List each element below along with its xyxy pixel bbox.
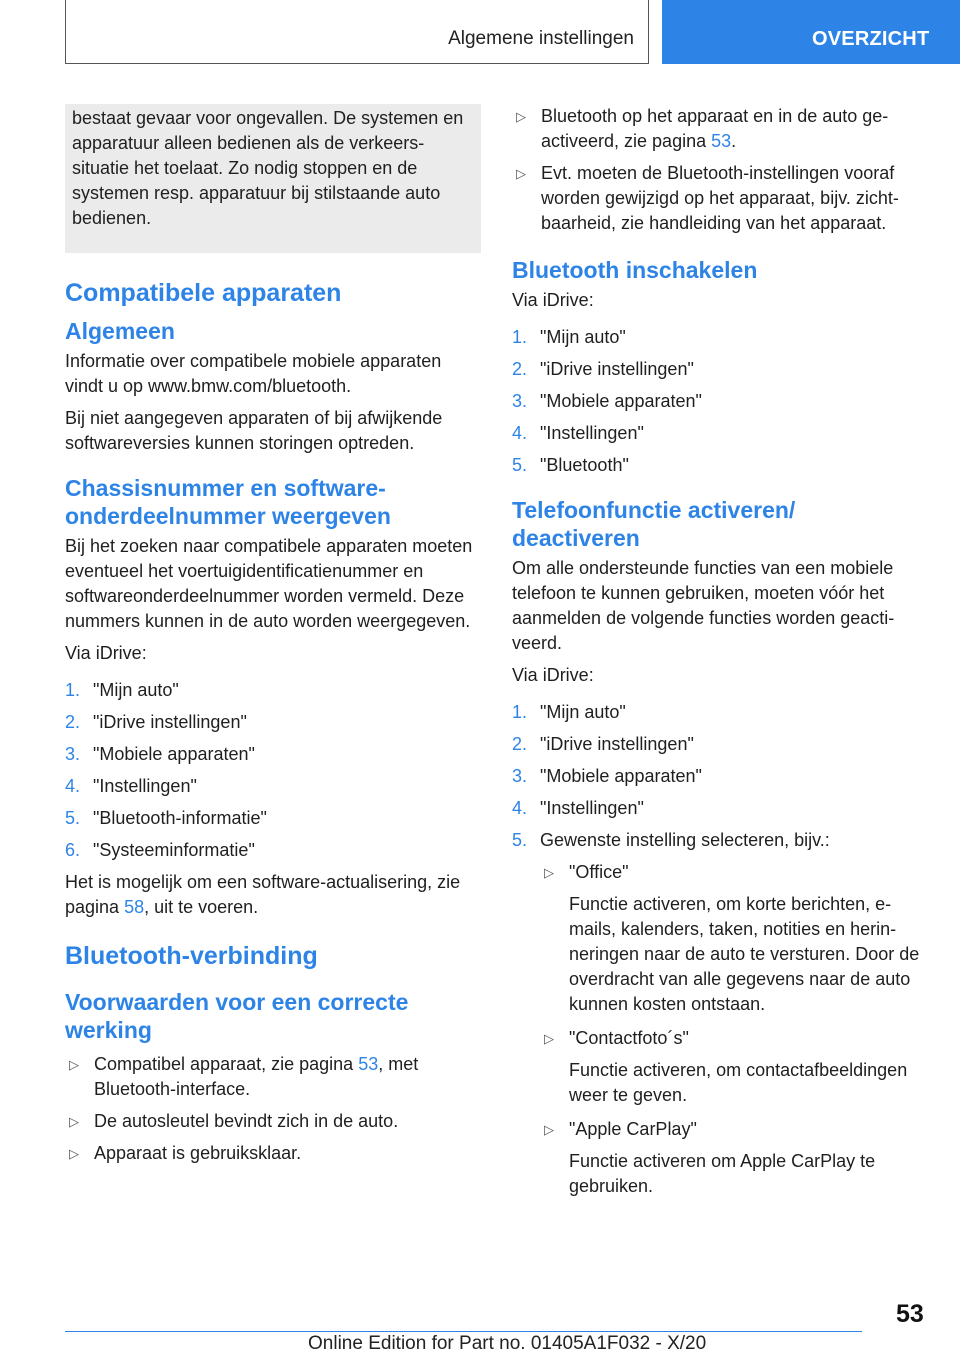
via-idrive-label: Via iDrive: <box>65 643 147 663</box>
page-link-53[interactable]: 53 <box>711 131 732 151</box>
list-item <box>540 1117 922 1199</box>
step-text: "Mijn auto" <box>540 702 626 722</box>
steps-list-phone <box>512 700 922 1199</box>
paragraph-phone: Om alle ondersteunde functies van een mobiele telefoon te kunnen gebruiken, moeten vóór het aanmelden de volgende functies worden geactiveerd. <box>512 558 895 653</box>
step-text: "Mobiele apparaten" <box>540 766 702 786</box>
step-number: 1. <box>512 327 528 347</box>
list-item <box>65 742 481 767</box>
list-item <box>512 828 922 1199</box>
triangle-bullet-icon: ▷ <box>516 166 526 181</box>
triangle-bullet-icon: ▷ <box>516 109 526 124</box>
triangle-bullet-icon: ▷ <box>544 865 554 880</box>
step-number: 1. <box>512 702 528 722</box>
condition-text: Apparaat is gebruiksklaar. <box>94 1143 302 1163</box>
step-text: "Instellingen" <box>540 423 644 443</box>
step-number: 1. <box>65 680 81 700</box>
update-text-b: , uit te voeren. <box>144 897 259 917</box>
step-number: 4. <box>512 423 528 443</box>
page-link-58[interactable]: 58 <box>124 897 145 917</box>
warning-box <box>65 104 481 253</box>
list-item <box>65 1109 481 1134</box>
steps-list-bluetooth <box>512 325 922 478</box>
heading-compatible-devices: Compatibele apparaten <box>65 279 342 307</box>
step-text: "Systeeminformatie" <box>93 840 255 860</box>
step-number: 3. <box>512 766 528 786</box>
option-description: Functie activeren, om contactafbeeldingen weer te geven. <box>569 1060 908 1105</box>
step-text: Gewenste instelling selecteren, bijv.: <box>540 830 830 850</box>
triangle-bullet-icon: ▷ <box>69 1057 79 1072</box>
list-item <box>512 764 922 789</box>
triangle-bullet-icon: ▷ <box>69 1114 79 1129</box>
list-item <box>512 421 922 446</box>
option-description: Functie activeren, om korte berichten, e-mails, kalenders, taken, notities en herinneringen naar de auto te versturen. Door de overdracht van alle gegevens naar de auto kunnen kosten ontstaan. <box>569 894 920 1014</box>
step-text: "Bluetooth" <box>540 455 629 475</box>
via-idrive-label: Via iDrive: <box>512 665 594 685</box>
step-text: "Mobiele apparaten" <box>93 744 255 764</box>
list-item <box>512 796 922 821</box>
header-section-tab[interactable] <box>65 0 649 64</box>
list-item <box>512 732 922 757</box>
step-number: 2. <box>512 359 528 379</box>
heading-bluetooth-on: Bluetooth inschakelen <box>512 257 758 283</box>
condition-text: , met Bluetooth-interface. <box>94 1054 419 1099</box>
triangle-bullet-icon: ▷ <box>69 1146 79 1161</box>
step-text: "iDrive instellingen" <box>93 712 247 732</box>
step-text: "Bluetooth-informatie" <box>93 808 267 828</box>
list-item <box>512 104 922 154</box>
step-text: "Instellingen" <box>93 776 197 796</box>
step-text: "iDrive instellingen" <box>540 359 694 379</box>
step-number: 6. <box>65 840 81 860</box>
step-number: 2. <box>512 734 528 754</box>
condition-text: Evt. moeten de Bluetooth-instellingen vooraf worden gewijzigd op het apparaat, bijv. zichtbaarheid, zie handleiding van het apparaat. <box>541 163 899 233</box>
option-title: "Office" <box>569 862 629 882</box>
step-number: 5. <box>512 455 528 475</box>
list-item <box>512 389 922 414</box>
heading-phone-function: Telefoonfunctie activeren/ deactiveren <box>512 497 796 551</box>
conditions-list <box>65 1052 481 1166</box>
warning-text: bestaat gevaar voor ongevallen. De systemen en apparatuur alleen bedienen als de verkeerssituatie het toelaat. Zo nodig stoppen en de systemen resp. apparatuur bij stilstaande auto bedienen. <box>72 108 464 228</box>
step-text: "Mijn auto" <box>93 680 179 700</box>
page-link-53[interactable]: 53 <box>358 1054 379 1074</box>
header-section-label: Algemene instellingen <box>448 28 634 49</box>
right-column <box>512 104 922 1208</box>
step-number: 5. <box>65 808 81 828</box>
option-title: "Apple CarPlay" <box>569 1119 697 1139</box>
step-number: 2. <box>65 712 81 732</box>
step-number: 5. <box>512 830 528 850</box>
option-title: "Contactfoto´s" <box>569 1028 689 1048</box>
list-item <box>540 860 922 1017</box>
paragraph-issues: Bij niet aangegeven apparaten of bij afwijkende softwareversies kunnen storingen optreden. <box>65 408 443 453</box>
step-text: "Mijn auto" <box>540 327 626 347</box>
heading-chassis-number: Chassisnummer en softwareonderdeelnummer weergeven <box>65 475 391 529</box>
list-item <box>512 161 922 236</box>
heading-bluetooth-connection: Bluetooth-verbinding <box>65 942 318 970</box>
list-item <box>512 453 922 478</box>
paragraph-info: Informatie over compatibele mobiele apparaten vindt u op www.bmw.com/bluetooth. <box>65 351 442 396</box>
page-number: 53 <box>896 1300 924 1328</box>
list-item <box>512 357 922 382</box>
step-number: 4. <box>65 776 81 796</box>
list-item <box>65 1141 481 1166</box>
footer-edition: Online Edition for Part no. 01405A1F032 - X/20 <box>308 1333 707 1354</box>
paragraph-chassis: Bij het zoeken naar compatibele apparaten moeten eventueel het voertuigidentificatienummer en softwareonderdeelnummer worden vermeld. Deze nummers kunnen in de auto worden weergegeven. <box>65 536 473 631</box>
paragraph-update <box>65 870 481 920</box>
condition-text: . <box>731 131 737 151</box>
via-idrive-label: Via iDrive: <box>512 290 594 310</box>
options-list <box>540 860 922 1199</box>
triangle-bullet-icon: ▷ <box>544 1031 554 1046</box>
list-item <box>65 710 481 735</box>
step-number: 3. <box>512 391 528 411</box>
heading-conditions: Voorwaarden voor een correcte werking <box>65 989 409 1043</box>
list-item <box>540 1026 922 1108</box>
triangle-bullet-icon: ▷ <box>544 1122 554 1137</box>
left-column <box>65 104 481 1173</box>
list-item <box>65 678 481 703</box>
step-number: 4. <box>512 798 528 818</box>
footer-divider <box>65 1331 862 1332</box>
step-number: 3. <box>65 744 81 764</box>
list-item <box>65 1052 481 1102</box>
list-item <box>512 325 922 350</box>
steps-list-chassis <box>65 678 481 863</box>
step-text: "iDrive instellingen" <box>540 734 694 754</box>
list-item <box>65 774 481 799</box>
overview-button[interactable]: OVERZICHT <box>662 0 960 64</box>
condition-text: Bluetooth op het apparaat en in de auto geactiveerd, zie pagina <box>541 106 889 151</box>
update-text-a: Het is mogelijk om een software-actualisering, zie pagina <box>65 872 461 917</box>
condition-text: De autosleutel bevindt zich in de auto. <box>94 1111 399 1131</box>
heading-general: Algemeen <box>65 318 175 344</box>
list-item <box>65 806 481 831</box>
conditions-list-continued <box>512 104 922 236</box>
list-item <box>65 838 481 863</box>
condition-text: Compatibel apparaat, zie pagina <box>94 1054 359 1074</box>
option-description: Functie activeren om Apple CarPlay te gebruiken. <box>569 1151 876 1196</box>
step-text: "Mobiele apparaten" <box>540 391 702 411</box>
list-item <box>512 700 922 725</box>
step-text: "Instellingen" <box>540 798 644 818</box>
